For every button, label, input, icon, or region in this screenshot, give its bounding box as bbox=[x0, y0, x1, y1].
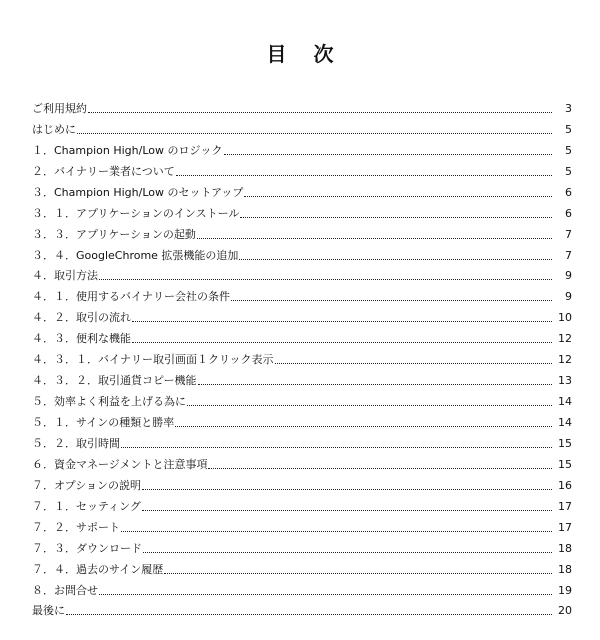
dot-leader bbox=[187, 405, 552, 406]
toc-entry-launch[interactable] bbox=[32, 221, 572, 242]
toc-page-number: 12 bbox=[558, 332, 572, 346]
dot-leader bbox=[176, 175, 552, 176]
toc-page-number: 15 bbox=[558, 457, 572, 471]
toc-entry-contact[interactable] bbox=[32, 577, 572, 598]
toc-page-number: 13 bbox=[558, 374, 572, 388]
toc-entry-install[interactable] bbox=[32, 200, 572, 221]
dot-leader bbox=[208, 468, 552, 469]
toc-entry-label: ７．２．サポート bbox=[32, 520, 120, 534]
toc-page-number: 6 bbox=[565, 185, 572, 199]
toc-entry-support[interactable] bbox=[32, 514, 572, 535]
toc-entry-useful-features[interactable] bbox=[32, 325, 572, 346]
toc-entry-setup[interactable] bbox=[32, 179, 572, 200]
toc-entry-label: ７．オプションの説明 bbox=[32, 478, 142, 492]
toc-page-number: 18 bbox=[558, 541, 572, 555]
toc-entry-trading-method[interactable] bbox=[32, 263, 572, 284]
toc-page-number: 17 bbox=[558, 520, 572, 534]
dot-leader bbox=[142, 510, 552, 511]
toc-page-number: 9 bbox=[565, 269, 572, 283]
toc-entry-chrome-extension[interactable] bbox=[32, 242, 572, 263]
toc-entry-sign-types[interactable] bbox=[32, 409, 572, 430]
dot-leader bbox=[132, 321, 552, 322]
dot-leader bbox=[99, 594, 552, 595]
toc-entry-label: ５．１．サインの種類と勝率 bbox=[32, 416, 175, 429]
toc-entry-label: ７．１．セッティング bbox=[32, 499, 141, 513]
toc-entry-money-management[interactable] bbox=[32, 451, 572, 472]
toc-page-number: 10 bbox=[558, 311, 572, 325]
dot-leader bbox=[198, 384, 552, 385]
toc-entry-trading-flow[interactable] bbox=[32, 304, 572, 325]
toc-entry-introduction[interactable] bbox=[32, 116, 572, 137]
toc-entry-conclusion[interactable] bbox=[32, 598, 572, 619]
toc-page-number: 14 bbox=[558, 416, 572, 429]
toc-entry-label: ４．３．便利な機能 bbox=[32, 332, 131, 346]
toc-page-number: 15 bbox=[558, 436, 572, 450]
toc-entry-label: ３．４．GoogleChrome 拡張機能の追加 bbox=[32, 248, 239, 262]
toc-page-number: 14 bbox=[558, 395, 572, 409]
toc-entry-label: １．Champion High/Low のロジック bbox=[32, 143, 223, 157]
dot-leader bbox=[239, 259, 552, 260]
dot-leader bbox=[77, 133, 552, 134]
toc-page-number: 18 bbox=[558, 562, 572, 576]
toc-entry-label: ５．効率よく利益を上げる為に bbox=[32, 395, 186, 409]
toc-entry-label: ７．３．ダウンロード bbox=[32, 541, 142, 555]
toc-entry-sign-history[interactable] bbox=[32, 556, 572, 577]
toc-entry-binary-brokers[interactable] bbox=[32, 158, 572, 179]
toc-entry-broker-conditions[interactable] bbox=[32, 283, 572, 304]
dot-leader bbox=[164, 573, 552, 574]
toc-entry-label: ４．３．１．バイナリー取引画面１クリック表示 bbox=[32, 353, 274, 367]
toc-page-number: 12 bbox=[558, 353, 572, 367]
toc-entry-label: ４．１．使用するバイナリー会社の条件 bbox=[32, 290, 230, 304]
toc-entry-terms-of-use[interactable] bbox=[32, 95, 572, 116]
toc-page-number: 16 bbox=[558, 478, 572, 492]
toc-entry-label: ４．取引方法 bbox=[32, 269, 98, 283]
toc-entry-label: ３．３．アプリケーションの起動 bbox=[32, 227, 196, 241]
toc-entry-label: ６．資金マネージメントと注意事項 bbox=[32, 457, 208, 471]
dot-leader bbox=[121, 447, 552, 448]
toc-entry-label: はじめに bbox=[32, 122, 76, 136]
toc-entry-label: ５．２．取引時間 bbox=[32, 436, 120, 450]
toc-page-number: 7 bbox=[565, 248, 572, 262]
toc-entry-label: ２．バイナリー業者について bbox=[32, 164, 175, 178]
dot-leader bbox=[275, 363, 552, 364]
toc-page-number: 19 bbox=[558, 583, 572, 597]
dot-leader bbox=[143, 552, 552, 553]
toc-entry-label: ４．３．２．取引通貨コピー機能 bbox=[32, 374, 197, 388]
toc-entry-label: ４．２．取引の流れ bbox=[32, 311, 131, 325]
dot-leader bbox=[99, 279, 552, 280]
toc-page-number: 3 bbox=[565, 101, 572, 115]
toc-page-number: 17 bbox=[558, 499, 572, 513]
toc-entry-settings[interactable] bbox=[32, 493, 572, 514]
toc-entry-options[interactable] bbox=[32, 472, 572, 493]
page-title: 目 次 bbox=[266, 42, 344, 66]
dot-leader bbox=[132, 342, 552, 343]
dot-leader bbox=[231, 300, 552, 301]
toc-page-number: 20 bbox=[558, 604, 572, 618]
toc-entry-label: ７．４．過去のサイン履歴 bbox=[32, 562, 164, 576]
toc-page-number: 5 bbox=[565, 164, 572, 178]
dot-leader bbox=[66, 614, 552, 615]
toc-page-number: 6 bbox=[565, 206, 572, 220]
dot-leader bbox=[240, 217, 552, 218]
dot-leader bbox=[175, 426, 552, 427]
dot-leader bbox=[244, 196, 552, 197]
toc-entry-one-click-display[interactable] bbox=[32, 346, 572, 367]
dot-leader bbox=[197, 238, 552, 239]
dot-leader bbox=[142, 489, 552, 490]
toc-entry-label: ８．お問合せ bbox=[32, 583, 98, 597]
toc-page-number: 9 bbox=[565, 290, 572, 304]
dot-leader bbox=[88, 112, 552, 113]
toc-entry-currency-copy[interactable] bbox=[32, 367, 572, 388]
toc-entry-label: 最後に bbox=[32, 604, 65, 618]
toc-entry-label: ３．１．アプリケーションのインストール bbox=[32, 206, 240, 220]
dot-leader bbox=[224, 154, 553, 155]
dot-leader bbox=[121, 531, 552, 532]
toc-entry-download[interactable] bbox=[32, 535, 572, 556]
toc-page-number: 5 bbox=[565, 143, 572, 157]
toc-entry-efficient-profit[interactable] bbox=[32, 388, 572, 409]
toc-entry-label: ３．Champion High/Low のセットアップ bbox=[32, 185, 244, 199]
toc-entry-logic[interactable] bbox=[32, 137, 572, 158]
table-of-contents bbox=[32, 95, 572, 618]
toc-entry-trading-hours[interactable] bbox=[32, 430, 572, 451]
toc-page-number: 7 bbox=[565, 227, 572, 241]
toc-entry-label: ご利用規約 bbox=[32, 101, 87, 115]
toc-page-number: 5 bbox=[565, 122, 572, 136]
